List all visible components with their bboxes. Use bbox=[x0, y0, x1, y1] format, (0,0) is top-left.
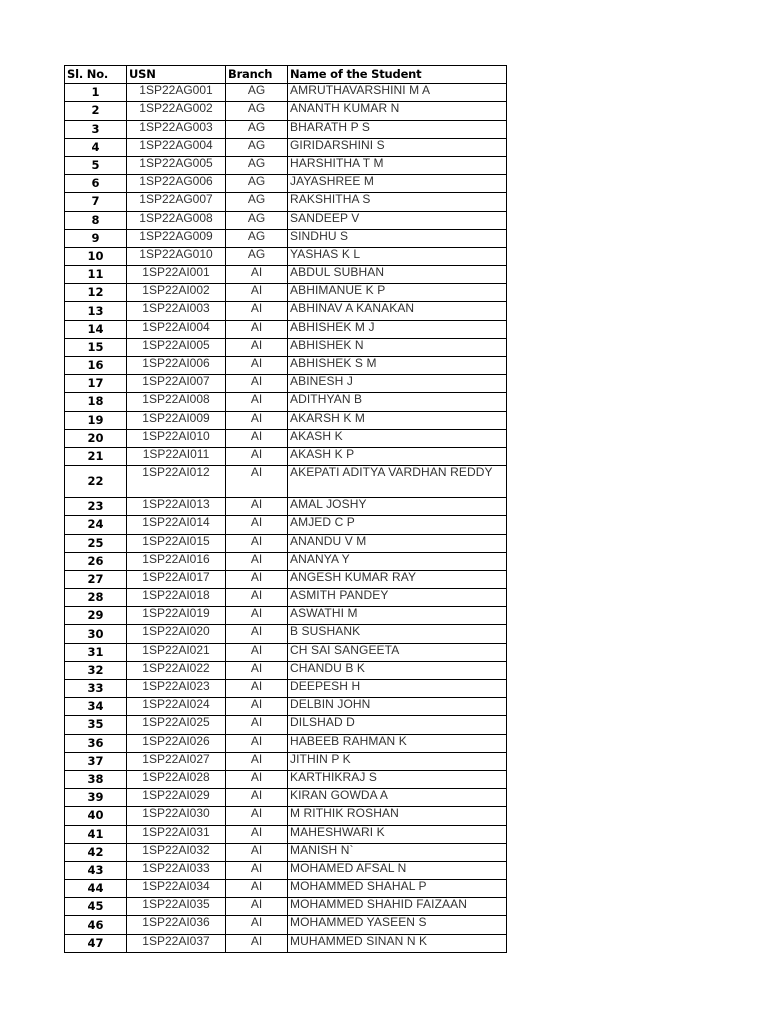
sl-no-cell: 30 bbox=[65, 625, 127, 643]
student-name-cell: CHANDU B K bbox=[288, 661, 507, 679]
branch-cell: AI bbox=[226, 898, 288, 916]
student-name-cell: ABHISHEK M J bbox=[288, 320, 507, 338]
branch-cell: AI bbox=[226, 552, 288, 570]
student-name-cell: ADITHYAN B bbox=[288, 393, 507, 411]
sl-no-cell: 20 bbox=[65, 429, 127, 447]
usn-cell: 1SP22AI036 bbox=[127, 916, 226, 934]
usn-cell: 1SP22AI014 bbox=[127, 516, 226, 534]
usn-cell: 1SP22AG001 bbox=[127, 84, 226, 102]
table-row bbox=[65, 302, 507, 320]
branch-cell: AI bbox=[226, 498, 288, 516]
table-row bbox=[65, 120, 507, 138]
branch-cell: AI bbox=[226, 411, 288, 429]
student-name-cell: AMRUTHAVARSHINI M A bbox=[288, 84, 507, 102]
branch-cell: AI bbox=[226, 680, 288, 698]
branch-cell: AI bbox=[226, 357, 288, 375]
usn-cell: 1SP22AI027 bbox=[127, 752, 226, 770]
header-row bbox=[65, 66, 507, 84]
sl-no-cell: 13 bbox=[65, 302, 127, 320]
usn-cell: 1SP22AG004 bbox=[127, 138, 226, 156]
usn-cell: 1SP22AI010 bbox=[127, 429, 226, 447]
student-name-cell: M RITHIK ROSHAN bbox=[288, 807, 507, 825]
usn-cell: 1SP22AG003 bbox=[127, 120, 226, 138]
sl-no-cell: 31 bbox=[65, 643, 127, 661]
usn-cell: 1SP22AI021 bbox=[127, 643, 226, 661]
usn-cell: 1SP22AI026 bbox=[127, 734, 226, 752]
branch-cell: AI bbox=[226, 698, 288, 716]
sl-no-cell: 27 bbox=[65, 570, 127, 588]
sl-no-cell: 40 bbox=[65, 807, 127, 825]
student-name-cell: YASHAS K L bbox=[288, 247, 507, 265]
student-name-cell: ANANYA Y bbox=[288, 552, 507, 570]
sl-no-cell: 29 bbox=[65, 607, 127, 625]
table-row bbox=[65, 156, 507, 174]
usn-cell: 1SP22AI017 bbox=[127, 570, 226, 588]
student-name-cell: DEEPESH H bbox=[288, 680, 507, 698]
branch-cell: AI bbox=[226, 880, 288, 898]
branch-cell: AG bbox=[226, 102, 288, 120]
usn-cell: 1SP22AI009 bbox=[127, 411, 226, 429]
student-name-cell: SANDEEP V bbox=[288, 211, 507, 229]
branch-cell: AG bbox=[226, 175, 288, 193]
branch-cell: AI bbox=[226, 861, 288, 879]
usn-cell: 1SP22AI004 bbox=[127, 320, 226, 338]
table-row bbox=[65, 607, 507, 625]
sl-no-cell: 4 bbox=[65, 138, 127, 156]
roster-body bbox=[65, 84, 507, 953]
table-row bbox=[65, 625, 507, 643]
sl-no-cell: 24 bbox=[65, 516, 127, 534]
student-name-cell: ANGESH KUMAR RAY bbox=[288, 570, 507, 588]
student-name-cell: MUHAMMED SINAN N K bbox=[288, 934, 507, 952]
branch-cell: AI bbox=[226, 534, 288, 552]
branch-cell: AI bbox=[226, 589, 288, 607]
student-name-cell: AKASH K P bbox=[288, 447, 507, 465]
table-row bbox=[65, 698, 507, 716]
table-row bbox=[65, 643, 507, 661]
sl-no-cell: 9 bbox=[65, 229, 127, 247]
branch-cell: AI bbox=[226, 807, 288, 825]
table-row bbox=[65, 661, 507, 679]
table-row bbox=[65, 934, 507, 952]
sl-no-cell: 1 bbox=[65, 84, 127, 102]
usn-cell: 1SP22AI015 bbox=[127, 534, 226, 552]
sl-no-cell: 16 bbox=[65, 357, 127, 375]
sl-no-cell: 38 bbox=[65, 770, 127, 788]
sl-no-cell: 14 bbox=[65, 320, 127, 338]
student-name-cell: ABHISHEK N bbox=[288, 338, 507, 356]
usn-cell: 1SP22AI016 bbox=[127, 552, 226, 570]
table-row bbox=[65, 102, 507, 120]
usn-cell: 1SP22AG006 bbox=[127, 175, 226, 193]
student-name-cell: MOHAMED AFSAL N bbox=[288, 861, 507, 879]
sl-no-cell: 35 bbox=[65, 716, 127, 734]
student-name-cell: ANANTH KUMAR N bbox=[288, 102, 507, 120]
student-name-cell: AMJED C P bbox=[288, 516, 507, 534]
student-roster-table bbox=[64, 65, 507, 953]
usn-cell: 1SP22AG010 bbox=[127, 247, 226, 265]
header-usn: USN bbox=[127, 66, 226, 84]
student-name-cell: DILSHAD D bbox=[288, 716, 507, 734]
student-name-cell: SINDHU S bbox=[288, 229, 507, 247]
student-name-cell: ABHIMANUE K P bbox=[288, 284, 507, 302]
table-row bbox=[65, 266, 507, 284]
student-name-cell: MAHESHWARI K bbox=[288, 825, 507, 843]
branch-cell: AG bbox=[226, 84, 288, 102]
table-row bbox=[65, 466, 507, 498]
sl-no-cell: 28 bbox=[65, 589, 127, 607]
branch-cell: AI bbox=[226, 625, 288, 643]
branch-cell: AI bbox=[226, 770, 288, 788]
table-row bbox=[65, 734, 507, 752]
branch-cell: AI bbox=[226, 661, 288, 679]
usn-cell: 1SP22AI022 bbox=[127, 661, 226, 679]
table-row bbox=[65, 375, 507, 393]
table-row bbox=[65, 880, 507, 898]
table-row bbox=[65, 589, 507, 607]
branch-cell: AG bbox=[226, 211, 288, 229]
student-name-cell: JAYASHREE M bbox=[288, 175, 507, 193]
table-row bbox=[65, 211, 507, 229]
usn-cell: 1SP22AI001 bbox=[127, 266, 226, 284]
branch-cell: AI bbox=[226, 916, 288, 934]
usn-cell: 1SP22AI006 bbox=[127, 357, 226, 375]
usn-cell: 1SP22AI028 bbox=[127, 770, 226, 788]
sl-no-cell: 17 bbox=[65, 375, 127, 393]
student-name-cell: ABHINAV A KANAKAN bbox=[288, 302, 507, 320]
usn-cell: 1SP22AI032 bbox=[127, 843, 226, 861]
student-name-cell: ABHISHEK S M bbox=[288, 357, 507, 375]
usn-cell: 1SP22AI003 bbox=[127, 302, 226, 320]
branch-cell: AI bbox=[226, 570, 288, 588]
sl-no-cell: 12 bbox=[65, 284, 127, 302]
sl-no-cell: 25 bbox=[65, 534, 127, 552]
table-row bbox=[65, 534, 507, 552]
student-name-cell: DELBIN JOHN bbox=[288, 698, 507, 716]
table-row bbox=[65, 138, 507, 156]
student-name-cell: ANANDU V M bbox=[288, 534, 507, 552]
branch-cell: AI bbox=[226, 393, 288, 411]
usn-cell: 1SP22AG007 bbox=[127, 193, 226, 211]
student-name-cell: MANISH N` bbox=[288, 843, 507, 861]
branch-cell: AI bbox=[226, 429, 288, 447]
usn-cell: 1SP22AI029 bbox=[127, 789, 226, 807]
usn-cell: 1SP22AI020 bbox=[127, 625, 226, 643]
student-name-cell: ASWATHI M bbox=[288, 607, 507, 625]
branch-cell: AI bbox=[226, 375, 288, 393]
header-student-name: Name of the Student bbox=[288, 66, 507, 84]
table-row bbox=[65, 680, 507, 698]
usn-cell: 1SP22AI025 bbox=[127, 716, 226, 734]
sl-no-cell: 2 bbox=[65, 102, 127, 120]
student-name-cell: ABINESH J bbox=[288, 375, 507, 393]
branch-cell: AI bbox=[226, 643, 288, 661]
usn-cell: 1SP22AI037 bbox=[127, 934, 226, 952]
student-name-cell: JITHIN P K bbox=[288, 752, 507, 770]
table-row bbox=[65, 916, 507, 934]
sl-no-cell: 7 bbox=[65, 193, 127, 211]
sl-no-cell: 11 bbox=[65, 266, 127, 284]
table-row bbox=[65, 861, 507, 879]
usn-cell: 1SP22AI011 bbox=[127, 447, 226, 465]
sl-no-cell: 15 bbox=[65, 338, 127, 356]
branch-cell: AG bbox=[226, 120, 288, 138]
table-row bbox=[65, 429, 507, 447]
usn-cell: 1SP22AI030 bbox=[127, 807, 226, 825]
branch-cell: AG bbox=[226, 247, 288, 265]
sl-no-cell: 42 bbox=[65, 843, 127, 861]
table-row bbox=[65, 175, 507, 193]
table-row bbox=[65, 516, 507, 534]
table-row bbox=[65, 338, 507, 356]
table-row bbox=[65, 84, 507, 102]
usn-cell: 1SP22AG008 bbox=[127, 211, 226, 229]
sl-no-cell: 39 bbox=[65, 789, 127, 807]
table-row bbox=[65, 552, 507, 570]
table-row bbox=[65, 898, 507, 916]
usn-cell: 1SP22AI034 bbox=[127, 880, 226, 898]
usn-cell: 1SP22AI024 bbox=[127, 698, 226, 716]
usn-cell: 1SP22AI013 bbox=[127, 498, 226, 516]
sl-no-cell: 23 bbox=[65, 498, 127, 516]
branch-cell: AG bbox=[226, 229, 288, 247]
table-row bbox=[65, 393, 507, 411]
student-name-cell: KIRAN GOWDA A bbox=[288, 789, 507, 807]
sl-no-cell: 45 bbox=[65, 898, 127, 916]
branch-cell: AI bbox=[226, 284, 288, 302]
sl-no-cell: 43 bbox=[65, 861, 127, 879]
branch-cell: AG bbox=[226, 138, 288, 156]
sl-no-cell: 6 bbox=[65, 175, 127, 193]
sl-no-cell: 18 bbox=[65, 393, 127, 411]
sl-no-cell: 19 bbox=[65, 411, 127, 429]
table-row bbox=[65, 843, 507, 861]
table-row bbox=[65, 498, 507, 516]
usn-cell: 1SP22AI023 bbox=[127, 680, 226, 698]
usn-cell: 1SP22AI018 bbox=[127, 589, 226, 607]
sl-no-cell: 32 bbox=[65, 661, 127, 679]
sl-no-cell: 46 bbox=[65, 916, 127, 934]
sl-no-cell: 5 bbox=[65, 156, 127, 174]
student-name-cell: AKARSH K M bbox=[288, 411, 507, 429]
branch-cell: AI bbox=[226, 789, 288, 807]
branch-cell: AI bbox=[226, 607, 288, 625]
usn-cell: 1SP22AI002 bbox=[127, 284, 226, 302]
branch-cell: AI bbox=[226, 266, 288, 284]
branch-cell: AG bbox=[226, 156, 288, 174]
sl-no-cell: 26 bbox=[65, 552, 127, 570]
table-row bbox=[65, 807, 507, 825]
student-name-cell: ABDUL SUBHAN bbox=[288, 266, 507, 284]
table-row bbox=[65, 447, 507, 465]
student-name-cell: MOHAMMED YASEEN S bbox=[288, 916, 507, 934]
table-row bbox=[65, 320, 507, 338]
student-name-cell: KARTHIKRAJ S bbox=[288, 770, 507, 788]
student-name-cell: HABEEB RAHMAN K bbox=[288, 734, 507, 752]
student-name-cell: B SUSHANK bbox=[288, 625, 507, 643]
branch-cell: AI bbox=[226, 320, 288, 338]
branch-cell: AG bbox=[226, 193, 288, 211]
table-row bbox=[65, 716, 507, 734]
branch-cell: AI bbox=[226, 934, 288, 952]
student-name-cell: AMAL JOSHY bbox=[288, 498, 507, 516]
branch-cell: AI bbox=[226, 716, 288, 734]
usn-cell: 1SP22AI019 bbox=[127, 607, 226, 625]
usn-cell: 1SP22AI008 bbox=[127, 393, 226, 411]
table-row bbox=[65, 193, 507, 211]
sl-no-cell: 8 bbox=[65, 211, 127, 229]
table-row bbox=[65, 570, 507, 588]
branch-cell: AI bbox=[226, 825, 288, 843]
table-row bbox=[65, 357, 507, 375]
table-row bbox=[65, 247, 507, 265]
student-name-cell: RAKSHITHA S bbox=[288, 193, 507, 211]
sl-no-cell: 10 bbox=[65, 247, 127, 265]
usn-cell: 1SP22AI012 bbox=[127, 466, 226, 498]
student-name-cell: BHARATH P S bbox=[288, 120, 507, 138]
branch-cell: AI bbox=[226, 516, 288, 534]
branch-cell: AI bbox=[226, 447, 288, 465]
table-row bbox=[65, 229, 507, 247]
usn-cell: 1SP22AI035 bbox=[127, 898, 226, 916]
usn-cell: 1SP22AI005 bbox=[127, 338, 226, 356]
sl-no-cell: 33 bbox=[65, 680, 127, 698]
sl-no-cell: 22 bbox=[65, 466, 127, 498]
student-name-cell: ASMITH PANDEY bbox=[288, 589, 507, 607]
usn-cell: 1SP22AG002 bbox=[127, 102, 226, 120]
usn-cell: 1SP22AG005 bbox=[127, 156, 226, 174]
branch-cell: AI bbox=[226, 734, 288, 752]
table-row bbox=[65, 284, 507, 302]
sl-no-cell: 44 bbox=[65, 880, 127, 898]
student-name-cell: AKEPATI ADITYA VARDHAN REDDY bbox=[288, 466, 507, 498]
sl-no-cell: 41 bbox=[65, 825, 127, 843]
header-branch: Branch bbox=[226, 66, 288, 84]
table-row bbox=[65, 411, 507, 429]
table-row bbox=[65, 770, 507, 788]
usn-cell: 1SP22AI007 bbox=[127, 375, 226, 393]
student-name-cell: MOHAMMED SHAHAL P bbox=[288, 880, 507, 898]
usn-cell: 1SP22AI031 bbox=[127, 825, 226, 843]
sl-no-cell: 3 bbox=[65, 120, 127, 138]
sl-no-cell: 37 bbox=[65, 752, 127, 770]
table-row bbox=[65, 825, 507, 843]
usn-cell: 1SP22AG009 bbox=[127, 229, 226, 247]
sl-no-cell: 21 bbox=[65, 447, 127, 465]
sl-no-cell: 47 bbox=[65, 934, 127, 952]
student-name-cell: AKASH K bbox=[288, 429, 507, 447]
branch-cell: AI bbox=[226, 752, 288, 770]
student-name-cell: GIRIDARSHINI S bbox=[288, 138, 507, 156]
branch-cell: AI bbox=[226, 302, 288, 320]
branch-cell: AI bbox=[226, 466, 288, 498]
student-name-cell: CH SAI SANGEETA bbox=[288, 643, 507, 661]
student-name-cell: HARSHITHA T M bbox=[288, 156, 507, 174]
table-row bbox=[65, 752, 507, 770]
sl-no-cell: 34 bbox=[65, 698, 127, 716]
header-sl-no: Sl. No. bbox=[65, 66, 127, 84]
table-row bbox=[65, 789, 507, 807]
student-name-cell: MOHAMMED SHAHID FAIZAAN bbox=[288, 898, 507, 916]
branch-cell: AI bbox=[226, 843, 288, 861]
sl-no-cell: 36 bbox=[65, 734, 127, 752]
usn-cell: 1SP22AI033 bbox=[127, 861, 226, 879]
branch-cell: AI bbox=[226, 338, 288, 356]
